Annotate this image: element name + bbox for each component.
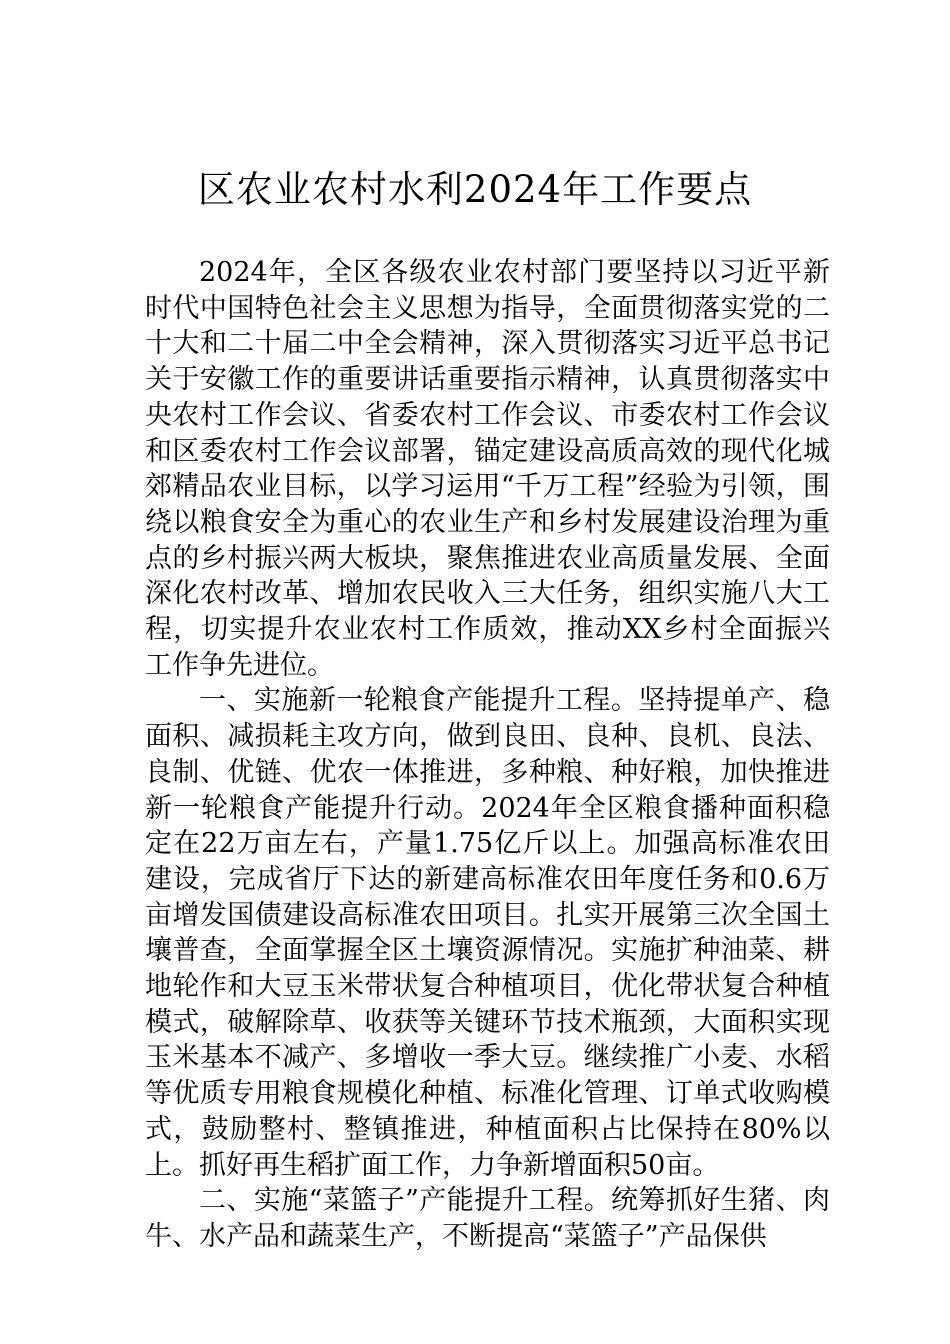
paragraph-grain-capacity: 一、实施新一轮粮食产能提升工程。坚持提单产、稳面积、减损耗主攻方向，做到良田、良种、良机、良法、良制、优链、优农一体推进，多种粮、种好粮，加快推进新一轮粮食产能提升行动。2024年全区粮食播种面积稳定在22万亩左右，产量1.75亿斤以上。加强高标准农田建设，完成省厅下达的新建高标准农田年度任务和0.6万亩增发国债建设高标准农田项目。扎实开展第三次全国土壤普查，全面掌握全区土壤资源情况。实施扩种油菜、耕地轮作和大豆玉米带状复合种植项目，优化带状复合种植模式，破解除草、收获等关键环节技术瓶颈，大面积实现玉米基本不减产、多增收一季大豆。继续推广小麦、水稻等优质专用粮食规模化种植、标准化管理、订单式收购模式，鼓励整村、整镇推进，种植面积占比保持在80%以上。抓好再生稻扩面工作，力争新增面积50亩。: [145, 685, 830, 1181]
document-body: [145, 255, 830, 1255]
paragraph-vegetable-basket: 二、实施“菜篮子”产能提升工程。统筹抓好生猪、肉牛、水产品和蔬菜生产，不断提高“菜篮子”产品保供: [145, 1185, 830, 1252]
paragraph-intro: 2024年，全区各级农业农村部门要坚持以习近平新时代中国特色社会主义思想为指导，全面贯彻落实党的二十大和二十届二中全会精神，深入贯彻落实习近平总书记关于安徽工作的重要讲话重要指示精神，认真贯彻落实中央农村工作会议、省委农村工作会议、市委农村工作会议和区委农村工作会议部署，锚定建设高质高效的现代化城郊精品农业目标，以学习运用“千万工程”经验为引领，围绕以粮食安全为重心的农业生产和乡村发展建设治理为重点的乡村振兴两大板块，聚焦推进农业高质量发展、全面深化农村改革、增加农民收入三大任务，组织实施八大工程，切实提升农业农村工作质效，推动XX乡村全面振兴工作争先进位。: [145, 257, 830, 681]
document-title: 区农业农村水利2024年工作要点: [197, 168, 753, 211]
